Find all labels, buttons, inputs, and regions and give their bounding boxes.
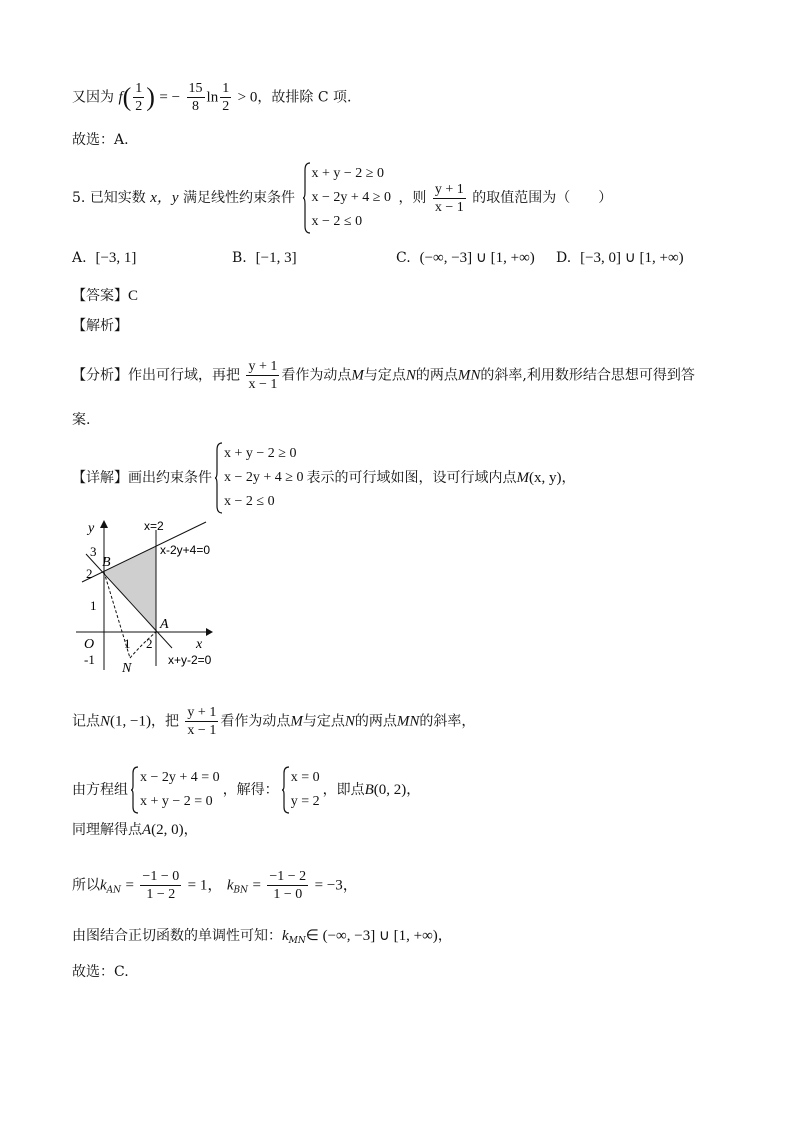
solution-line-5: [72, 926, 452, 951]
solution-line-3: [72, 820, 198, 840]
analysis-label: 【分析】: [72, 367, 128, 384]
detail-paragraph: [72, 442, 575, 514]
text: 与定点: [302, 713, 345, 730]
math-result: = −3，: [314, 877, 358, 894]
math-ln: ln: [206, 89, 219, 106]
text-line-choose-a: 故选：A.: [72, 132, 129, 148]
constraint-system: x + y − 2 ≥ 0 x − 2y + 4 ≥ 0 x − 2 ≤ 0: [303, 162, 391, 234]
math-eq: = −: [159, 89, 181, 106]
fraction-y1-x1: $\frac{y + 1}{x - 1}$: [187, 705, 217, 738]
answer-tag: 【答案】: [72, 288, 128, 304]
equation-system: x − 2y + 4 = 0 x + y − 2 = 0: [131, 766, 220, 814]
analysis-paragraph: [72, 358, 695, 393]
text: 的两点: [354, 713, 397, 730]
math-result: = 1，: [187, 877, 223, 894]
math-n: N: [344, 713, 355, 730]
text: ，故排除 C 项.: [257, 89, 352, 106]
text: 又因为: [72, 89, 114, 106]
fraction-y1-x1: $\frac{y + 1}{x - 1}$: [434, 181, 464, 215]
text: 已知实数: [89, 190, 146, 206]
tick-y-1: 1: [90, 598, 97, 613]
option-a: A. [−3, 1]: [72, 250, 137, 266]
solution-line-2: [72, 766, 420, 814]
final-answer-line: 故选：C.: [72, 964, 129, 980]
brace-icon: [215, 442, 223, 514]
fraction-k-bn: $\frac{-1 - 2}{1 - 0}$: [269, 869, 307, 902]
line-label-xy2: x+y-2=0: [168, 653, 212, 667]
question-number: 5.: [72, 190, 86, 206]
math-k: k: [100, 877, 107, 894]
math-coords: (0, 2): [373, 782, 407, 798]
text: 表示的可行域如图，设可行域内点: [306, 470, 517, 486]
math-b: B: [364, 782, 374, 798]
math-k: k: [282, 928, 289, 944]
origin-label: O: [84, 637, 95, 652]
text: ，: [437, 928, 452, 944]
x-axis-label: x: [196, 637, 203, 652]
math-n: N: [100, 713, 111, 730]
math-sub: MN: [288, 936, 306, 946]
math-sub: AN: [106, 885, 122, 896]
text: ，解得：: [222, 782, 279, 798]
math-range: ∈ (−∞, −3] ∪ [1, +∞): [305, 928, 438, 944]
brace-icon: [282, 766, 290, 814]
option-b: B. [−1, 3]: [232, 250, 297, 266]
question-5: [72, 162, 612, 234]
fraction-half: $\frac{1}{2}$: [135, 81, 143, 114]
answer-line: [72, 286, 138, 306]
math-m: M: [516, 470, 529, 486]
text: 画出约束条件: [128, 470, 212, 486]
line-label-x2y4: x-2y+4=0: [160, 543, 211, 557]
text: 作出可行域，再把: [128, 367, 240, 384]
option-d: D. [−3, 0] ∪ [1, +∞): [556, 250, 684, 266]
math-coords: (1, −1): [110, 713, 151, 730]
point-b-label: B: [102, 555, 111, 570]
math-vars: x，y: [150, 190, 179, 206]
point-a-label: A: [160, 617, 169, 632]
math-eq: =: [125, 877, 134, 894]
text: 的斜率,利用数形结合思想可得到答: [480, 367, 695, 384]
y-axis-label: y: [88, 521, 95, 536]
math-n: N: [405, 367, 416, 384]
text-line-exclude-c: 又因为 f( $\frac{1}{2}$ ) = − $\frac{15}{8}$ ln $\frac{1}{2}$ > 0，故排除 C 项.: [72, 81, 352, 114]
solution-line-1: [72, 704, 475, 739]
option-c: C. (−∞, −3] ∪ [1, +∞): [396, 250, 535, 266]
text: ，把: [150, 713, 179, 730]
analysis-paragraph-end: 案.: [72, 412, 91, 428]
text: 记点: [72, 713, 100, 730]
text: 看作为动点: [220, 713, 291, 730]
math-sub: BN: [233, 885, 249, 896]
text: ，: [183, 822, 198, 838]
math-mn: MN: [396, 713, 420, 730]
solution-line-4: [72, 868, 358, 903]
text: 同理解得点: [72, 822, 142, 838]
text: 满足线性约束条件: [183, 190, 296, 206]
math-k: k: [226, 877, 234, 894]
answer-value: C: [128, 288, 139, 304]
line-label-x2: x=2: [144, 519, 164, 533]
math-m: M: [351, 367, 364, 384]
tick-y-3: 3: [90, 544, 97, 559]
tick-x-2: 2: [146, 636, 153, 651]
text: 的斜率，: [419, 713, 476, 730]
math-a: A: [142, 822, 152, 838]
math-coords: (2, 0): [151, 822, 184, 838]
text: ，则: [398, 190, 427, 206]
detail-label: 【详解】: [72, 470, 128, 486]
text: 看作为动点: [281, 367, 352, 384]
math-f: f: [118, 89, 123, 106]
text: 的两点: [415, 367, 458, 384]
math-gt: > 0: [237, 89, 258, 106]
y-axis-arrow: [100, 520, 108, 528]
solution-system: x = 0 y = 2: [282, 766, 320, 814]
fraction-y1-x1: $\frac{y + 1}{x - 1}$: [248, 359, 278, 392]
x-axis-arrow: [206, 628, 213, 636]
math-eq: =: [252, 877, 261, 894]
analysis-tag: 【解析】: [72, 318, 128, 334]
text: 的取值范围为（ ）: [472, 190, 613, 206]
fraction-15-8: $\frac{15}{8}$: [188, 81, 203, 114]
text: ，: [406, 782, 421, 798]
fraction-half-2: $\frac{1}{2}$: [222, 81, 230, 114]
brace-icon: [303, 162, 311, 234]
text: ，即点: [322, 782, 365, 798]
feasible-region-graph: [72, 516, 232, 672]
fraction-k-an: $\frac{-1 - 0}{1 - 2}$: [142, 869, 180, 902]
text: ，: [561, 470, 576, 486]
constraint-system: x + y − 2 ≥ 0 x − 2y + 4 ≥ 0 x − 2 ≤ 0: [215, 442, 303, 514]
point-n-label: N: [122, 661, 132, 672]
text: 所以: [72, 877, 100, 894]
tick-y-neg1: -1: [84, 652, 95, 667]
tick-y-2: 2: [86, 566, 93, 581]
text: 由图结合正切函数的单调性可知：: [72, 928, 282, 944]
text: 由方程组: [72, 782, 128, 798]
tick-x-1: 1: [124, 636, 131, 651]
brace-icon: [131, 766, 139, 814]
math-m: M: [290, 713, 303, 730]
math-mn: MN: [457, 367, 481, 384]
math-coords: (x, y): [528, 470, 562, 486]
text: 与定点: [363, 367, 406, 384]
